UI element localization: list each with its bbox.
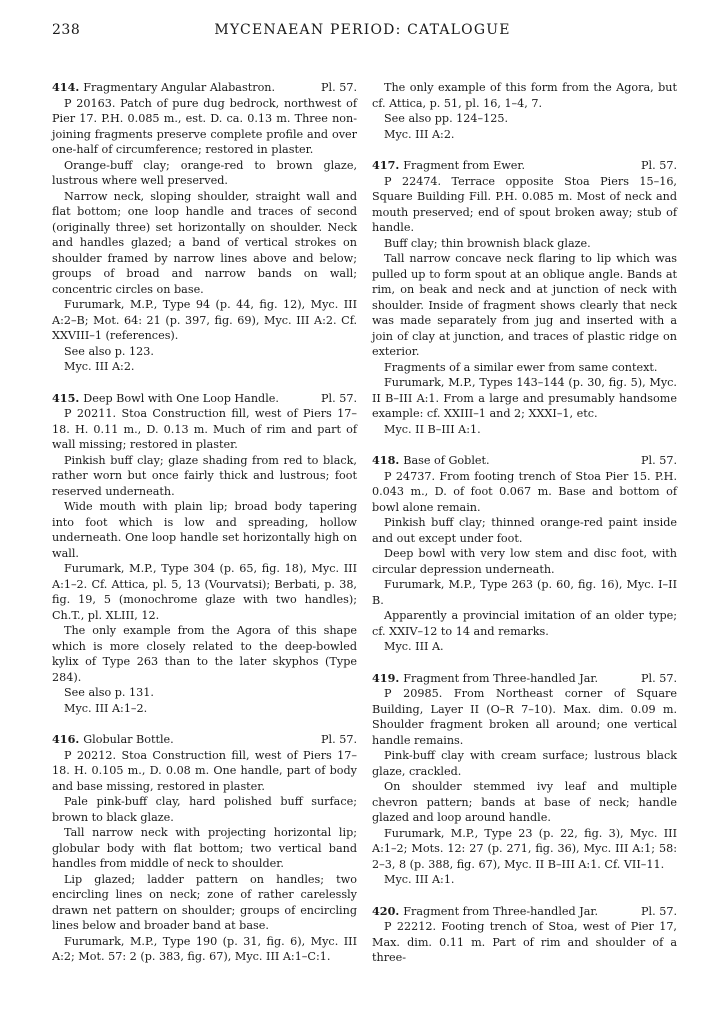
entry-paragraph: Furumark, M.P., Type 94 (p. 44, fig. 12), Myc. III A:2–B; Mot. 64: 21 (p. 397, fig. 69), Myc. III A:2. Cf. XXVIII–1 (references). <box>52 298 357 342</box>
entry-paragraph: Narrow neck, sloping shoulder, straight wall and flat bottom; one loop handle and traces of second (originally three) set horizontally on shoulder. Neck and handles glazed; a band of vertical strokes on shoulder framed by narrow lines above and below; groups of broad and narrow bands on wall; concentric circles on base. <box>52 189 357 296</box>
entry-heading-left <box>52 391 279 407</box>
entry-paragraph: P 20211. Stoa Construction fill, west of Piers 17–18. H. 0.11 m., D. 0.13 m. Much of rim and part of wall missing; restored in plaster. <box>52 407 357 451</box>
entry-title: Fragment from Ewer. <box>403 159 526 172</box>
entry-heading-left <box>372 671 598 687</box>
entry-paragraph: Tall narrow neck with projecting horizontal lip; globular body with flat bottom; two vertical band handles from middle of neck to shoulder. <box>52 826 357 870</box>
entry-paragraph: Apparently a provincial imitation of an older type; cf. XXIV–12 to 14 and remarks. <box>372 609 677 638</box>
left-column <box>52 80 357 981</box>
catalogue-entry <box>372 671 677 888</box>
entry-heading <box>372 904 677 920</box>
entry-paragraph: Deep bowl with very low stem and disc foot, with circular depression underneath. <box>372 547 677 576</box>
entry-paragraph: P 22212. Footing trench of Stoa, west of Pier 17, Max. dim. 0.11 m. Part of rim and shoulder of a three- <box>372 920 677 964</box>
entry-heading-left <box>372 453 490 469</box>
entry-heading-left <box>52 80 275 96</box>
plate-reference: Pl. 57. <box>320 81 357 94</box>
plate-reference: Pl. 57. <box>640 671 677 685</box>
entry-paragraph: Myc. III A:1–2. <box>64 701 148 715</box>
entry-heading <box>52 80 357 96</box>
catalogue-entry <box>52 80 357 375</box>
entry-number: 419. <box>372 670 400 685</box>
entry-paragraph: Orange-buff clay; orange-red to brown glaze, lustrous where well preserved. <box>52 158 357 187</box>
entry-paragraph: Myc. III A:1. <box>384 873 455 886</box>
entry-heading-left <box>372 904 598 920</box>
catalogue-entry <box>372 904 677 966</box>
entry-paragraph: See also p. 123. <box>64 344 154 358</box>
entry-paragraph: Furumark, M.P., Type 263 (p. 60, fig. 16), Myc. I–II B. <box>372 578 677 607</box>
plate-reference: Pl. 57. <box>640 904 677 918</box>
entry-title: Fragment from Three-handled Jar. <box>403 904 599 918</box>
entry-paragraph: Pinkish buff clay; thinned orange-red paint inside and out except under foot. <box>372 516 677 545</box>
entry-number: 420. <box>372 903 400 918</box>
plate-reference: Pl. 57. <box>640 454 677 467</box>
catalogue-entry <box>372 158 677 437</box>
entry-paragraph: The only example of this form from the Agora, but cf. Attica, p. 51, pl. 16, 1–4, 7. <box>372 81 677 110</box>
right-column <box>372 80 677 982</box>
entry-heading <box>372 671 677 687</box>
entry-paragraph: Fragments of a similar ewer from same context. <box>384 360 658 374</box>
entry-paragraph: Buff clay; thin brownish black glaze. <box>384 236 591 250</box>
entry-heading <box>52 391 357 407</box>
entry-paragraph: Furumark, M.P., Type 304 (p. 65, fig. 18), Myc. III A:1–2. Cf. Attica, pl. 5, 13 (Vourvatsi); Berbati, p. 38, fig. 19, 5 (monochrome glaze with two handles); Ch.T., pl. XLIII, 12. <box>52 562 357 622</box>
plate-reference: Pl. 57. <box>640 159 677 172</box>
entry-paragraph: Furumark, M.P., Types 143–144 (p. 30, fig. 5), Myc. II B–III A:1. From a large and presumably handsome example: cf. XXIII–1 and 2; XXXI–1, etc. <box>372 376 677 420</box>
entry-heading <box>372 453 677 469</box>
entry-paragraph: The only example from the Agora of this shape which is more closely related to the deep-bowled kylix of Type 263 than to the later skyphos (Type 284). <box>52 624 357 684</box>
entry-paragraph: P 20985. From Northeast corner of Square Building, Layer II (O–R 7–10). Max. dim. 0.09 m. Shoulder fragment broken all around; one vertical handle remains. <box>372 687 677 747</box>
entry-paragraph: Pink-buff clay with cream surface; lustrous black glaze, crackled. <box>372 749 677 778</box>
catalogue-entry <box>372 453 677 655</box>
entry-number: 418. <box>372 453 400 467</box>
entry-heading <box>372 158 677 174</box>
entry-number: 417. <box>372 158 400 172</box>
entry-number: 415. <box>52 390 80 405</box>
entry-heading <box>52 732 357 748</box>
entry-number: 414. <box>52 80 80 94</box>
entry-title: Globular Bottle. <box>83 733 174 746</box>
entry-title: Fragmentary Angular Alabastron. <box>83 81 276 94</box>
entry-paragraph: P 22474. Terrace opposite Stoa Piers 15–16, Square Building Fill. P.H. 0.085 m. Most of neck and mouth preserved; end of spout broken away; stub of handle. <box>372 174 677 234</box>
entry-paragraph: Pale pink-buff clay, hard polished buff surface; brown to black glaze. <box>52 795 357 824</box>
entry-paragraph: Furumark, M.P., Type 190 (p. 31, fig. 6), Myc. III A:2; Mot. 57: 2 (p. 383, fig. 67), Myc. III A:1–C:1. <box>52 934 357 963</box>
catalogue-entry <box>52 732 357 965</box>
entry-title: Deep Bowl with One Loop Handle. <box>83 391 279 405</box>
page-number: 238 <box>52 22 81 38</box>
entry-number: 416. <box>52 732 80 746</box>
entry-paragraph: Myc. III A:2. <box>64 360 135 373</box>
entry-paragraph: Lip glazed; ladder pattern on handles; two encircling lines on neck; zone of rather carelessly drawn net pattern on shoulder; groups of encircling lines below and broader band at base. <box>52 872 357 932</box>
entry-continuation <box>372 80 677 142</box>
plate-reference: Pl. 57. <box>320 391 357 405</box>
plate-reference: Pl. 57. <box>320 733 357 746</box>
running-head: MYCENAEAN PERIOD: CATALOGUE <box>214 22 511 38</box>
entry-paragraph: Pinkish buff clay; glaze shading from red to black, rather worn but once fairly thick and lustrous; foot reserved underneath. <box>52 453 357 498</box>
entry-paragraph: P 20163. Patch of pure dug bedrock, northwest of Pier 17. P.H. 0.085 m., est. D. ca. 0.13 m. Three non-joining fragments preserve complete profile and over one-half of circumference; restored in plaster. <box>52 96 357 156</box>
entry-title: Fragment from Three-handled Jar. <box>403 671 599 685</box>
entry-heading-left <box>52 732 174 748</box>
entry-paragraph: See also pp. 124–125. <box>384 112 509 125</box>
entry-paragraph: Myc. III A:2. <box>384 127 455 141</box>
entry-paragraph: Furumark, M.P., Type 23 (p. 22, fig. 3), Myc. III A:1–2; Mots. 12: 27 (p. 271, fig. 36), Myc. III A:1; 58: 2–3, 8 (p. 388, fig. 67), Myc. II B–III A:1. Cf. VII–11. <box>372 826 677 871</box>
entry-paragraph: Wide mouth with plain lip; broad body tapering into foot which is low and spreading, hollow underneath. One loop handle set horizontally high on wall. <box>52 500 357 560</box>
catalogue-entry <box>52 391 357 717</box>
entry-paragraph: Myc. III A. <box>384 640 444 653</box>
entry-paragraph: Tall narrow concave neck flaring to lip which was pulled up to form spout at an oblique angle. Bands at rim, on beak and neck and at junction of neck with shoulder. Inside of fragment shows clearly that neck was made separately from jug and inserted with a join of clay at junction, and traces of plastic ridge on exterior. <box>372 252 677 358</box>
entry-paragraph: See also p. 131. <box>64 686 154 699</box>
entry-paragraph: On shoulder stemmed ivy leaf and multiple chevron pattern; bands at base of neck; handle glazed and loop around handle. <box>372 780 677 824</box>
entry-heading-left <box>372 158 525 174</box>
entry-title: Base of Goblet. <box>403 454 490 467</box>
entry-paragraph: P 20212. Stoa Construction fill, west of Piers 17–18. H. 0.105 m., D. 0.08 m. One handle, part of body and base missing, restored in plaster. <box>52 748 357 793</box>
entry-paragraph: P 24737. From footing trench of Stoa Pier 15. P.H. 0.043 m., D. of foot 0.067 m. Base and bottom of bowl alone remain. <box>372 469 677 514</box>
entry-paragraph: Myc. II B–III A:1. <box>384 422 481 436</box>
